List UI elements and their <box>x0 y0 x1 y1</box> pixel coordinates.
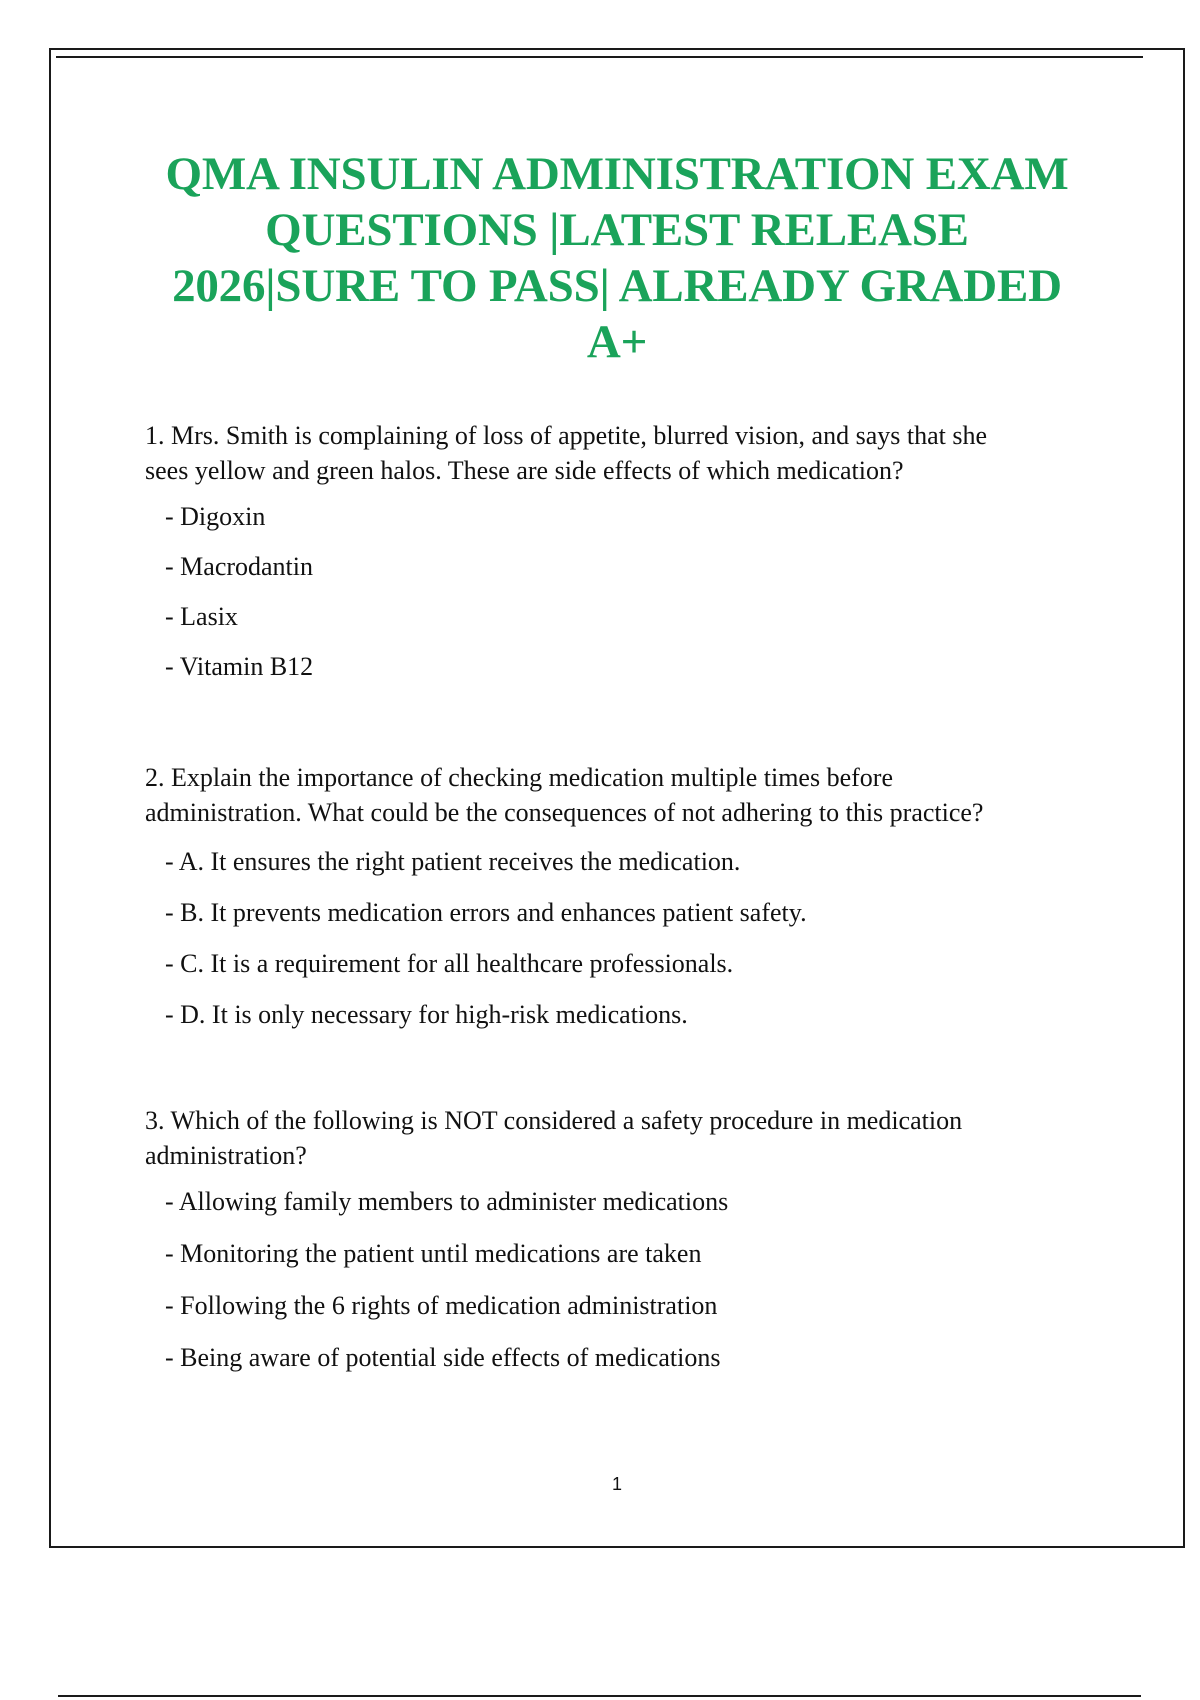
question-text-line: 1. Mrs. Smith is complaining of loss of appetite, blurred vision, and says that she <box>145 421 988 450</box>
answer-option: - Being aware of potential side effects of medications <box>165 1343 721 1372</box>
answer-options <box>145 502 1075 702</box>
question-text-line: administration? <box>145 1141 307 1170</box>
question-text-line: 3. Which of the following is NOT considered a safety procedure in medication <box>145 1106 963 1135</box>
answer-option: - Lasix <box>165 602 238 631</box>
document-title <box>100 146 1134 370</box>
answer-option: - Monitoring the patient until medications are taken <box>165 1239 702 1268</box>
answer-option: - B. It prevents medication errors and enhances patient safety. <box>165 898 807 927</box>
question-3 <box>145 1103 1075 1395</box>
top-rule <box>56 56 1143 58</box>
answer-option: - Allowing family members to administer medications <box>165 1187 729 1216</box>
answer-options <box>145 847 1075 1051</box>
answer-option: - Vitamin B12 <box>165 652 314 681</box>
answer-option: - Following the 6 rights of medication administration <box>165 1291 718 1320</box>
question-text-line: sees yellow and green halos. These are side effects of which medication? <box>145 456 904 485</box>
answer-option: - C. It is a requirement for all healthcare professionals. <box>165 949 734 978</box>
title-line: QMA INSULIN ADMINISTRATION EXAM <box>165 148 1069 200</box>
question-text <box>145 760 1075 830</box>
question-1 <box>145 418 1075 702</box>
page-number: 1 <box>611 1474 622 1494</box>
answer-options <box>145 1187 1075 1395</box>
title-line: 2026|SURE TO PASS| ALREADY GRADED <box>172 260 1062 312</box>
question-text <box>145 418 1075 488</box>
answer-option: - A. It ensures the right patient receives the medication. <box>165 847 741 876</box>
answer-option: - D. It is only necessary for high-risk medications. <box>165 1000 688 1029</box>
answer-option: - Macrodantin <box>165 552 314 581</box>
question-text-line: 2. Explain the importance of checking medication multiple times before <box>145 763 893 792</box>
next-page-top-rule <box>58 1695 1141 1697</box>
answer-option: - Digoxin <box>165 502 266 531</box>
title-line: A+ <box>586 316 648 368</box>
question-text-line: administration. What could be the consequences of not adhering to this practice? <box>145 798 984 827</box>
question-2 <box>145 760 1075 1051</box>
title-line: QUESTIONS |LATEST RELEASE <box>265 204 969 256</box>
question-text <box>145 1103 1075 1173</box>
